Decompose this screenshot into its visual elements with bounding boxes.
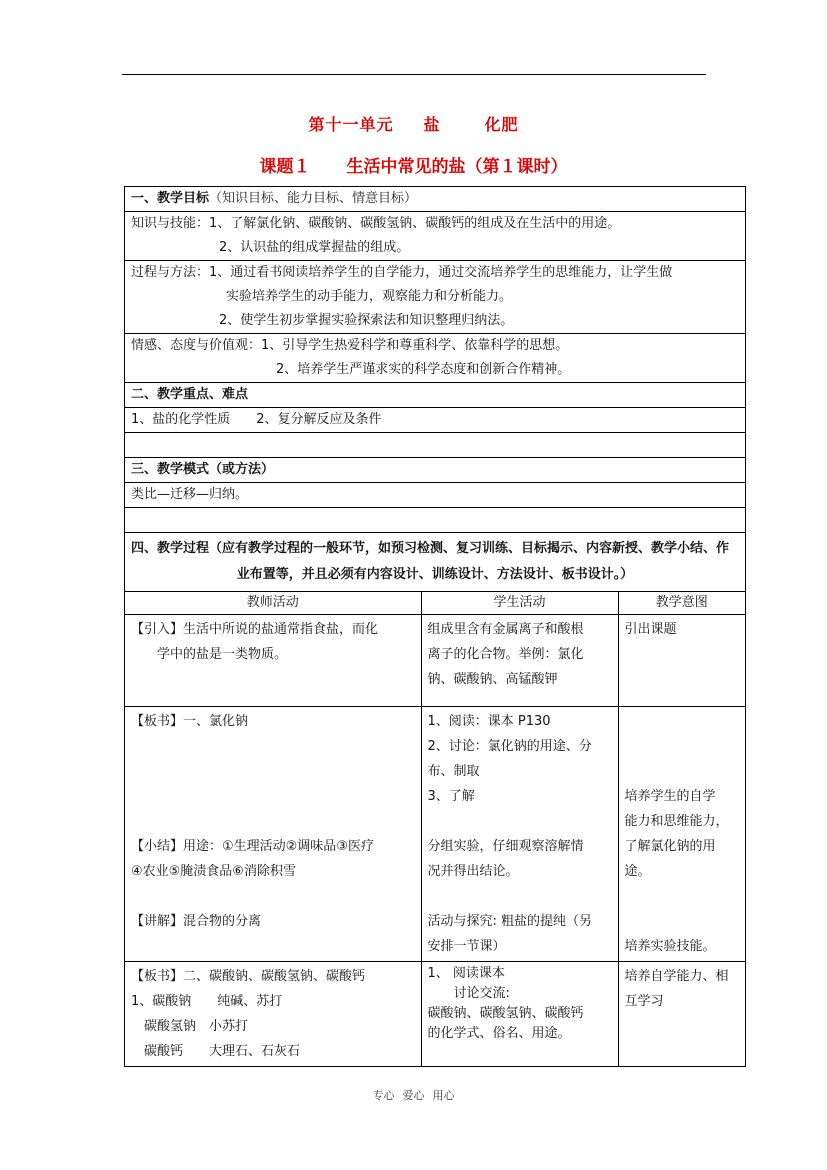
process-line-1b: 实验培养学生的动手能力，观察能力和分析能力。 bbox=[226, 289, 513, 304]
table-row bbox=[125, 615, 745, 707]
knowledge-line-1: 知识与技能：1、了解氯化钠、碳酸钠、碳酸氢钠、碳酸钙的组成及在生活中的用途。 bbox=[131, 216, 621, 231]
text-line: 【引入】生活中所说的盐通常指食盐，而化 bbox=[131, 622, 379, 637]
footer-text: 用心 bbox=[432, 1089, 455, 1102]
intent-cell bbox=[618, 615, 745, 707]
unit-title bbox=[0, 112, 827, 135]
text-line: 【讲解】混合物的分离 bbox=[131, 914, 262, 929]
knowledge-goals bbox=[125, 212, 745, 261]
blank-row bbox=[125, 433, 745, 458]
text-line: 培养学生的自学 bbox=[624, 789, 716, 804]
footer-text: 专心 bbox=[372, 1089, 395, 1102]
goals-heading-row bbox=[125, 187, 745, 212]
text-line: 学中的盐是一类物质。 bbox=[131, 647, 288, 662]
text-line: 碳酸氢钠 小苏打 bbox=[131, 1019, 249, 1034]
activity-header-row bbox=[125, 592, 745, 615]
goals-heading: 一、教学目标 bbox=[131, 191, 210, 206]
process-heading bbox=[125, 533, 745, 592]
text-line: 组成里含有金属离子和酸根 bbox=[427, 622, 584, 637]
table-row bbox=[125, 962, 745, 1067]
text-line: 途。 bbox=[624, 864, 651, 879]
text-line: 布、制取 bbox=[427, 764, 480, 779]
column-header: 教学意图 bbox=[618, 592, 745, 615]
text-line: 2、讨论：氯化钠的用途、分 bbox=[427, 739, 592, 754]
intent-cell bbox=[618, 707, 745, 962]
intent-cell bbox=[618, 962, 745, 1067]
unit-topic-b: 化肥 bbox=[484, 115, 519, 134]
table-row bbox=[125, 707, 745, 962]
mode-heading: 三、教学模式（或方法） bbox=[125, 458, 745, 483]
knowledge-line-2: 2、认识盐的组成掌握盐的组成。 bbox=[219, 240, 410, 255]
emotion-line-1: 情感、态度与价值观：1、引导学生热爱科学和尊重科学、依靠科学的思想。 bbox=[131, 338, 569, 353]
text-line: 培养自学能力、相 bbox=[624, 969, 729, 984]
key-points-heading: 二、教学重点、难点 bbox=[125, 383, 745, 408]
lesson-name: 生活中常见的盐（第１课时） bbox=[346, 157, 568, 177]
text-line: ④农业⑤腌渍食品⑥消除积雪 bbox=[131, 864, 296, 879]
text-line: 碳酸钠、碳酸氢钠、碳酸钙 bbox=[427, 1006, 584, 1021]
column-header: 教师活动 bbox=[125, 592, 421, 615]
blank-row bbox=[125, 508, 745, 533]
teacher-cell bbox=[125, 962, 421, 1067]
process-line-2: 2、使学生初步掌握实验探索法和知识整理归纳法。 bbox=[219, 313, 514, 328]
lesson-title bbox=[0, 152, 827, 177]
text-line: 分组实验，仔细观察溶解情 bbox=[427, 839, 584, 854]
text-line: 安排一节课） bbox=[427, 939, 506, 954]
text-line: 碳酸钙 大理石、石灰石 bbox=[131, 1044, 301, 1059]
column-header: 学生活动 bbox=[421, 592, 618, 615]
emotion-goals bbox=[125, 334, 745, 383]
text-line: 1、阅读：课本 P130 bbox=[427, 714, 551, 729]
lesson-code: 课题１ bbox=[259, 157, 311, 177]
text-line: 1、 阅读课本 bbox=[427, 966, 505, 981]
text-line: 1、碳酸钠 纯碱、苏打 bbox=[131, 994, 283, 1009]
text-line: 培养实验技能。 bbox=[624, 939, 716, 954]
mode-content: 类比—迁移—归纳。 bbox=[125, 483, 745, 508]
process-goals bbox=[125, 261, 745, 334]
text-line: 引出课题 bbox=[624, 622, 677, 637]
activity-table bbox=[125, 592, 745, 1066]
text-line: 了解氯化钠的用 bbox=[624, 839, 716, 854]
text-line: 【板书】一、氯化钠 bbox=[131, 714, 249, 729]
key-points-content: 1、盐的化学性质 2、复分解反应及条件 bbox=[125, 408, 745, 433]
text-line: 3、了解 bbox=[427, 789, 475, 804]
text-line: 钠、碳酸钠、高锰酸钾 bbox=[427, 672, 558, 687]
header-rule bbox=[122, 74, 706, 75]
text-line: 讨论交流: bbox=[427, 986, 510, 1001]
page-footer bbox=[0, 1087, 827, 1103]
text-line: 活动与探究: 粗盐的提纯（另 bbox=[427, 914, 593, 929]
goals-heading-note: （知识目标、能力目标、情意目标） bbox=[209, 191, 418, 206]
text-line: 【板书】二、碳酸钠、碳酸氢钠、碳酸钙 bbox=[131, 969, 366, 984]
footer-text: 爱心 bbox=[402, 1089, 425, 1102]
student-cell bbox=[421, 707, 618, 962]
unit-name: 第十一单元 bbox=[308, 115, 394, 134]
text-line: 【小结】用途：①生理活动②调味品③医疗 bbox=[131, 839, 374, 854]
teacher-cell bbox=[125, 707, 421, 962]
text-line: 互学习 bbox=[624, 994, 664, 1009]
text-line: 能力和思维能力， bbox=[624, 814, 729, 829]
process-heading-line-1: 四、教学过程（应有教学过程的一般环节，如预习检测、复习训练、目标揭示、内容新授、教学小结、作 bbox=[131, 541, 730, 556]
student-cell bbox=[421, 615, 618, 707]
unit-topic-a: 盐 bbox=[423, 115, 441, 134]
text-line: 离子的化合物。举例：氯化 bbox=[427, 647, 584, 662]
process-line-1: 过程与方法：1、通过看书阅读培养学生的自学能力，通过交流培养学生的思维能力，让学生做 bbox=[131, 265, 673, 280]
student-cell bbox=[421, 962, 618, 1067]
text-line: 的化学式、俗名、用途。 bbox=[427, 1026, 571, 1041]
process-heading-line-2: 业布置等，并且必须有内容设计、训练设计、方法设计、板书设计。） bbox=[236, 567, 634, 582]
emotion-line-2: 2、培养学生严谨求实的科学态度和创新合作精神。 bbox=[276, 362, 571, 377]
lesson-plan-table bbox=[124, 186, 746, 1067]
teacher-cell bbox=[125, 615, 421, 707]
text-line: 况并得出结论。 bbox=[427, 864, 519, 879]
